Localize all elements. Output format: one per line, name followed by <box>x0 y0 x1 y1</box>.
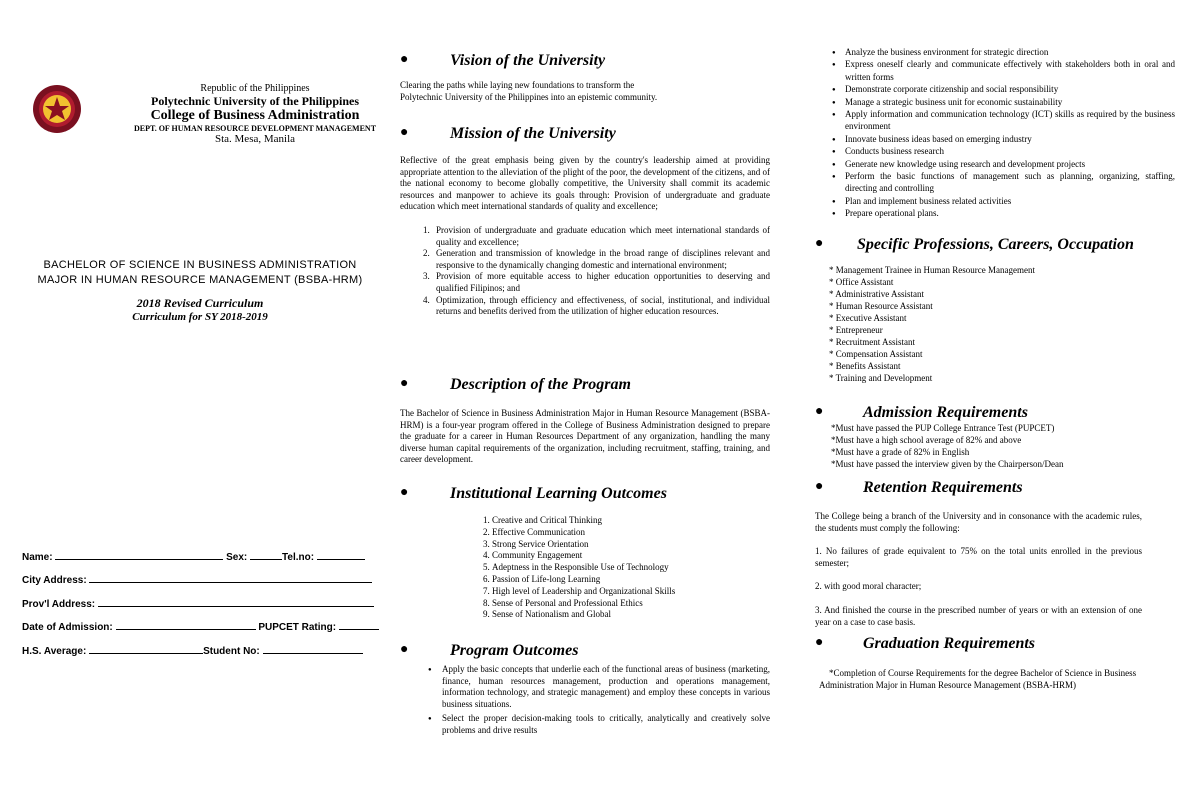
vision-text: Clearing the paths while laying new foundations to transform the Polytechnic University of the Philippines into an epistemic community. <box>400 80 658 102</box>
header-college: College of Business Administration <box>150 108 360 123</box>
ilo-item: 4. Community Engagement <box>492 550 770 562</box>
program-outcomes-section <box>400 642 770 736</box>
mission-item: 2. Generation and transmission of knowledge in the broad range of disciplines relevant and responsive to the dynamically changing domestic and international environment; <box>432 248 770 271</box>
mission-title: Mission of the University <box>450 125 616 142</box>
vision-title: Vision of the University <box>450 52 606 69</box>
header-republic: Republic of the Philippines <box>200 83 310 94</box>
school-year: Curriculum for SY 2018-2019 <box>132 311 268 323</box>
prov-label: Prov'l Address: <box>22 599 96 610</box>
outcome-item: ● Apply information and communication technology (ICT) skills as required by the business environment <box>845 108 1175 133</box>
description-text: The Bachelor of Science in Business Administration Major in Human Resource Management (BSBA-HRM) is a four-year program offered in the College of Business Administration designed to prepare the graduate for a career in Human Resources Department of any organization, handling the many diverse human capital requirements of the organization, including recruitment, staffing, training, and career development. <box>400 408 770 465</box>
mission-item: 3. Provision of more equitable access to higher education opportunities to deserving and qualified Filipinos; and <box>432 271 770 294</box>
mission-list <box>400 225 770 318</box>
ilo-item: 8. Sense of Personal and Professional Ethics <box>492 598 770 610</box>
header-location: Sta. Mesa, Manila <box>214 133 296 145</box>
bullet-icon: ● <box>400 485 409 500</box>
ilo-item: 6. Passion of Life-long Learning <box>492 574 770 586</box>
retention-item-3: 3. And finished the course in the prescribed number of years or with an extension of one year on a case to case basis. <box>815 604 1142 627</box>
career-item: * Benefits Assistant <box>829 361 901 371</box>
ilo-item: 7. High level of Leadership and Organizational Skills <box>492 586 770 598</box>
form-row-city <box>22 573 372 586</box>
outcome-item: ● Apply the basic concepts that underlie each of the functional areas of business (marketing, finance, human resources management, production and operations management, information technology, and strategic management) and employ these concepts in various business situations. <box>442 664 770 711</box>
column-requirements <box>815 0 1175 785</box>
outcome-item: ● Analyze the business environment for strategic direction <box>845 46 1175 58</box>
ilo-item: 2. Effective Communication <box>492 527 770 539</box>
vision-section <box>400 52 770 103</box>
ilo-item: 3. Strong Service Orientation <box>492 539 770 551</box>
hs-average-field[interactable] <box>89 644 203 654</box>
city-label: City Address: <box>22 575 87 586</box>
career-item: * Human Resource Assistant <box>829 301 933 311</box>
retention-item-2: 2. with good moral character; <box>815 581 922 592</box>
program-line-1: BACHELOR OF SCIENCE IN BUSINESS ADMINISTRATION <box>43 259 357 271</box>
description-section <box>400 376 770 466</box>
ilo-item: 5. Adeptness in the Responsible Use of Technology <box>492 562 770 574</box>
outcome-item: ● Manage a strategic business unit for economic sustainability <box>845 96 1175 108</box>
retention-intro: The College being a branch of the University and in consonance with the academic rules, the students must comply the following: <box>815 511 1142 533</box>
retention-section <box>815 479 1145 628</box>
curriculum-title: 2018 Revised Curriculum <box>136 296 264 310</box>
header-university: Polytechnic University of the Philippines <box>151 94 359 108</box>
bullet-icon: ● <box>815 635 824 650</box>
bullet-icon: ● <box>815 404 824 419</box>
outcome-item: ● Generate new knowledge using research and development projects <box>845 158 1175 170</box>
admission-date-label: Date of Admission: <box>22 622 113 633</box>
hs-average-label: H.S. Average: <box>22 646 87 657</box>
form-row-name <box>22 550 365 563</box>
ilo-section <box>400 485 770 621</box>
bullet-icon: ● <box>400 125 409 140</box>
bullet-icon: ● <box>815 236 824 251</box>
graduation-section <box>815 635 1145 691</box>
retention-item-1: 1. No failures of grade equivalent to 75% on the total units enrolled in the previous semester; <box>815 546 1142 568</box>
outcome-item: ● Perform the basic functions of management such as planning, organizing, staffing, directing and controlling <box>845 170 1175 195</box>
admission-item: *Must have passed the interview given by the Chairperson/Dean <box>831 459 1064 469</box>
name-label: Name: <box>22 552 53 563</box>
admission-list <box>831 422 1145 470</box>
career-item: * Office Assistant <box>829 277 894 287</box>
bullet-icon: ● <box>815 479 824 494</box>
mission-item: 4. Optimization, through efficiency and effectiveness, of social, institutional, and individual returns and benefits derived from the utilization of higher education resources. <box>432 295 770 318</box>
career-item: * Executive Assistant <box>829 313 907 323</box>
outcome-item: ● Innovate business ideas based on emerging industry <box>845 133 1175 145</box>
pupcet-field[interactable] <box>339 620 379 630</box>
mission-text: Reflective of the great emphasis being given by the country's leadership aimed at providing appropriate attention to the alleviation of the plight of the poor, the development of the citizens, and of the national economy to become globally competitive, the University shall commit its academic resources and manpower to achieve its goals through: Provision of undergraduate and graduate education which meet international standards of quality and excellence; <box>400 155 770 212</box>
ilo-title: Institutional Learning Outcomes <box>450 485 667 502</box>
career-item: * Entrepreneur <box>829 325 883 335</box>
admission-item: *Must have a grade of 82% in English <box>831 447 970 457</box>
bullet-icon: ● <box>400 376 409 391</box>
admission-section <box>815 404 1145 470</box>
ilo-list <box>400 515 770 621</box>
form-row-hs <box>22 644 363 657</box>
column-university <box>400 0 770 785</box>
form-row-admission <box>22 620 379 633</box>
description-title: Description of the Program <box>450 376 631 393</box>
career-item: * Training and Development <box>829 373 933 383</box>
program-outcomes-continued <box>815 46 1175 220</box>
careers-section <box>815 236 1145 384</box>
outcome-item: ● Plan and implement business related activities <box>845 195 1175 207</box>
graduation-title: Graduation Requirements <box>863 635 1036 652</box>
bullet-icon: ● <box>400 642 409 657</box>
mission-item: 1. Provision of undergraduate and graduate education which meet international standards of quality and excellence; <box>432 225 770 248</box>
student-no-field[interactable] <box>263 644 363 654</box>
form-row-prov <box>22 597 374 610</box>
prov-field[interactable] <box>98 597 374 607</box>
tel-label: Tel.no: <box>282 552 315 563</box>
bullet-icon: ● <box>400 52 409 67</box>
career-item: * Compensation Assistant <box>829 349 923 359</box>
program-name <box>20 258 380 288</box>
name-field[interactable] <box>55 550 223 560</box>
outcome-item: ● Select the proper decision-making tools to critically, analytically and creatively solve problems and drive results <box>442 713 770 736</box>
outcome-item: ● Demonstrate corporate citizenship and social responsibility <box>845 83 1175 95</box>
city-field[interactable] <box>89 573 372 583</box>
retention-title: Retention Requirements <box>863 479 1023 496</box>
program-line-2: MAJOR IN HUMAN RESOURCE MANAGEMENT (BSBA-HRM) <box>37 274 363 286</box>
graduation-text: *Completion of Course Requirements for the degree Bachelor of Science in Business Administration Major in Human Resource Management (BSBA-HRM) <box>819 668 1137 690</box>
careers-title: Specific Professions, Careers, Occupation <box>857 236 1134 253</box>
tel-field[interactable] <box>317 550 365 560</box>
program-outcomes-list <box>400 664 770 736</box>
university-seal-icon <box>32 84 82 134</box>
header-department: DEPT. OF HUMAN RESOURCE DEVELOPMENT MANAGEMENT <box>133 124 377 133</box>
student-no-label: Student No: <box>203 646 260 657</box>
career-item: * Management Trainee in Human Resource Management <box>829 265 1035 275</box>
admission-date-field[interactable] <box>116 620 256 630</box>
outcome-item: ● Conducts business research <box>845 145 1175 157</box>
ilo-item: 1. Creative and Critical Thinking <box>492 515 770 527</box>
outcome-item: ● Prepare operational plans. <box>845 207 1175 219</box>
mission-section <box>400 125 770 318</box>
career-item: * Recruitment Assistant <box>829 337 915 347</box>
career-item: * Administrative Assistant <box>829 289 925 299</box>
admission-item: *Must have a high school average of 82% and above <box>831 435 1022 445</box>
outcome-item: ● Express oneself clearly and communicate effectively with stakeholders both in oral and written forms <box>845 58 1175 83</box>
sex-field[interactable] <box>250 550 282 560</box>
careers-list <box>829 264 1145 384</box>
ilo-item: 9. Sense of Nationalism and Global <box>492 609 770 621</box>
program-outcomes-title: Program Outcomes <box>450 642 579 659</box>
column-cover <box>20 0 380 785</box>
sex-label: Sex: <box>226 552 248 563</box>
admission-item: *Must have passed the PUP College Entrance Test (PUPCET) <box>831 423 1055 433</box>
pupcet-label: PUPCET Rating: <box>258 622 337 633</box>
admission-title: Admission Requirements <box>863 404 1028 421</box>
